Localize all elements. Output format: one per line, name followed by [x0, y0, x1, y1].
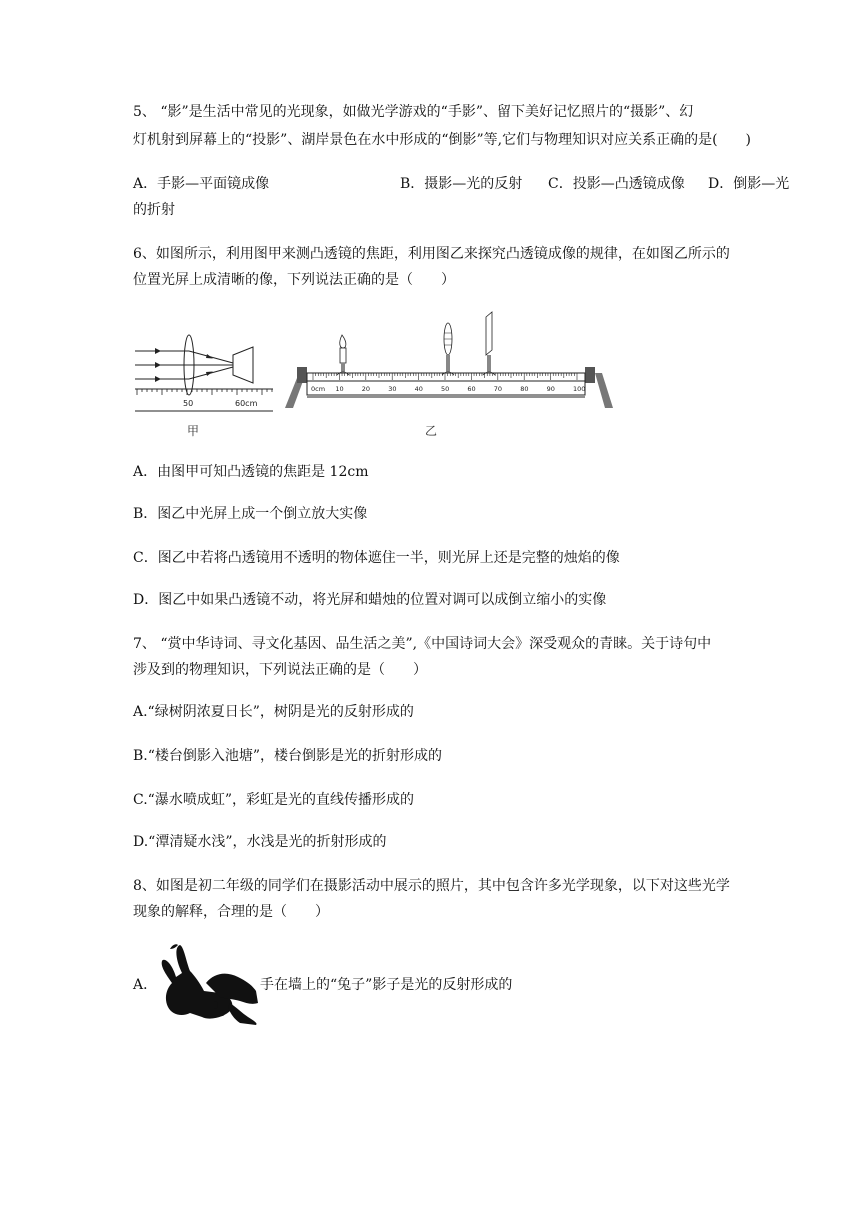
bench-tick-label: 20: [361, 385, 371, 393]
jia-tick-50: 50: [183, 399, 194, 408]
bench-tick-label: 70: [493, 385, 503, 393]
convex-lens-on-bench-icon: [442, 323, 454, 375]
q7-stem-line2: 涉及到的物理知识，下列说法正确的是（ ）: [133, 662, 427, 678]
q5-option-c: C．投影—凸透镜成像: [548, 176, 685, 192]
figure-jia: [135, 335, 273, 438]
q5-stem-line2: 灯机射到屏幕上的“投影”、湖岸景色在水中形成的“倒影”等,它们与物理知识对应关系正确的是( ): [133, 132, 752, 148]
q6-stem-line2: 位置光屏上成清晰的像，下列说法正确的是（ ）: [133, 272, 455, 288]
q8-option-a-text: 手在墙上的“兔子”影子是光的反射形成的: [260, 977, 513, 993]
jia-tick-60cm: 60cm: [235, 399, 258, 408]
q6-option-d: D．图乙中如果凸透镜不动，将光屏和蜡烛的位置对调可以成倒立缩小的实像: [133, 592, 607, 608]
q6-stem-line1: 6、如图所示，利用图甲来测凸透镜的焦距，利用图乙来探究凸透镜成像的规律，在如图乙所示的: [133, 246, 730, 262]
q5-option-d-continued: 的折射: [133, 202, 175, 218]
bench-tick-label: 40: [414, 385, 423, 393]
bench-tick-label: 10: [335, 385, 344, 393]
q5-option-b: B．摄影—光的反射: [400, 176, 523, 192]
q6-option-b: B．图乙中光屏上成一个倒立放大实像: [133, 506, 368, 522]
q8-stem-line1: 8、如图是初二年级的同学们在摄影活动中展示的照片，其中包含许多光学现象，以下对这些光学: [133, 878, 730, 894]
candle-icon: [337, 335, 349, 375]
q8-stem-line2: 现象的解释，合理的是（ ）: [133, 904, 329, 920]
bench-tick-label: 50: [441, 385, 450, 393]
jia-label: 甲: [187, 424, 200, 438]
figure-yi: [285, 312, 613, 438]
q5-stem-line1: 5、 “影”是生活中常见的光现象，如做光学游戏的“手影”、留下美好记忆照片的“摄影”、幻: [133, 104, 694, 120]
q7-stem-line1: 7、 “赏中华诗词、寻文化基因、品生活之美”,《中国诗词大会》深受观众的青睐。关于诗句中: [133, 636, 712, 652]
bench-tick-label: 100: [573, 385, 586, 393]
light-screen-icon: [233, 347, 253, 383]
bench-tick-label: 90: [546, 385, 555, 393]
q7-option-d: D.“潭清疑水浅”，水浅是光的折射形成的: [133, 834, 387, 850]
q6-figure: [125, 305, 625, 445]
q8-option-a-letter: A．: [133, 977, 158, 993]
rabbit-shadow-photo: [160, 943, 260, 1025]
bench-tick-label: 60: [467, 385, 476, 393]
q5-option-d: D．倒影—光: [708, 176, 790, 192]
q7-option-b: B.“楼台倒影入池塘”，楼台倒影是光的折射形成的: [133, 748, 443, 764]
yi-label: 乙: [425, 424, 438, 438]
light-screen-on-bench-icon: [483, 312, 495, 375]
q7-option-a: A.“绿树阴浓夏日长”，树阴是光的反射形成的: [133, 704, 414, 720]
bench-tick-label: 0cm: [311, 385, 326, 393]
q6-option-a: A．由图甲可知凸透镜的焦距是 12cm: [133, 464, 369, 480]
q7-option-c: C.“瀑水喷成虹”，彩虹是光的直线传播形成的: [133, 792, 414, 808]
bench-tick-label: 80: [520, 385, 529, 393]
q6-option-c: C．图乙中若将凸透镜用不透明的物体遮住一半，则光屏上还是完整的烛焰的像: [133, 550, 620, 566]
q5-option-a: A．手影—平面镜成像: [133, 176, 270, 192]
bench-tick-label: 30: [388, 385, 397, 393]
